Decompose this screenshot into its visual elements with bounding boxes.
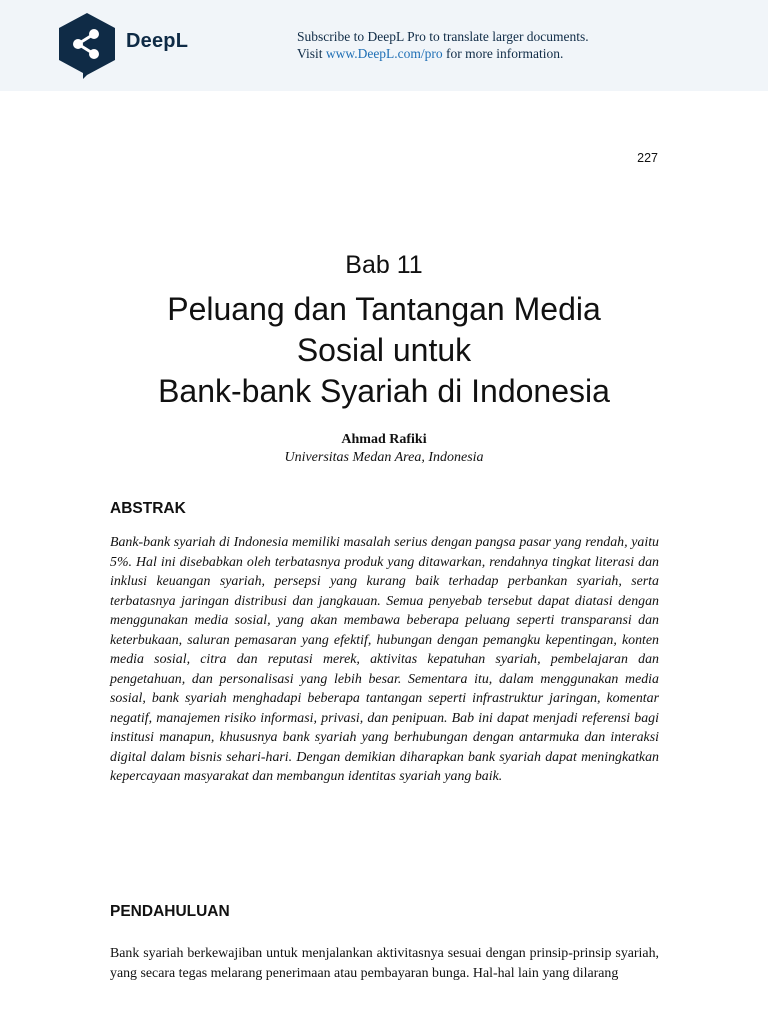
promo-line-1: Subscribe to DeepL Pro to translate larger documents.	[297, 29, 589, 44]
title-line: Sosial untuk	[296, 332, 472, 368]
promo-line-2	[297, 45, 589, 62]
author-affiliation: Universitas Medan Area, Indonesia	[284, 450, 484, 465]
deepl-pro-link[interactable]: www.DeepL.com/pro	[325, 46, 443, 61]
introduction-text: Bank syariah berkewajiban untuk menjalankan aktivitasnya sesuai dengan prinsip-prinsip syariah, yang secara tegas melarang penerimaan atau pembayaran bunga. Hal-hal lain yang dilarang	[110, 946, 659, 981]
page-number: 227	[637, 151, 658, 165]
chapter-title	[60, 289, 708, 412]
promo-text	[297, 28, 589, 62]
abstract-heading: ABSTRAK	[110, 500, 186, 517]
introduction-heading: PENDAHULUAN	[110, 903, 230, 920]
deepl-brand: DeepL	[126, 30, 189, 52]
chapter-label: Bab 11	[345, 251, 423, 279]
author-name: Ahmad Rafiki	[341, 432, 427, 447]
deepl-banner	[0, 0, 768, 91]
title-line: Peluang dan Tantangan Media	[167, 291, 601, 327]
deepl-logo-icon[interactable]	[56, 12, 118, 80]
abstract-text: Bank-bank syariah di Indonesia memiliki masalah serius dengan pangsa pasar yang rendah, yaitu 5%. Hal ini disebabkan oleh terbatasnya produk yang ditawarkan, rendahnya tingkat literasi dan inklusi keuangan syariah, persepsi yang kurang baik terhadap perbankan syariah, serta terbatasnya jaringan distribusi dan jangkauan. Semua penyebab tersebut dapat diatasi dengan menggunakan media sosial, yang akan membawa beberapa peluang seperti transparansi dan keterbukaan, saluran pemasaran yang efektif, hubungan dengan pemangku kepentingan, konten media sosial, citra dan reputasi merek, aktivitas kepatuhan syariah, pembelajaran dan pengetahuan, dan personalisasi yang lebih besar. Sementara itu, dalam menggunakan media sosial, bank syariah menghadapi beberapa tantangan seperti infrastruktur jaringan, komentar negatif, manajemen risiko informasi, privasi, dan penipuan. Bab ini dapat menjadi referensi bagi institusi manapun, khususnya bank syariah yang berhubungan dengan antarmuka dan interaksi digital dalam bisnis sehari-hari. Dengan demikian diharapkan bank syariah dapat meningkatkan kepercayaan masyarakat dan membangun identitas syariah yang baik.	[110, 535, 659, 784]
promo-suffix: for more information.	[442, 46, 564, 61]
title-line: Bank-bank Syariah di Indonesia	[158, 373, 610, 409]
promo-prefix: Visit	[297, 46, 326, 61]
